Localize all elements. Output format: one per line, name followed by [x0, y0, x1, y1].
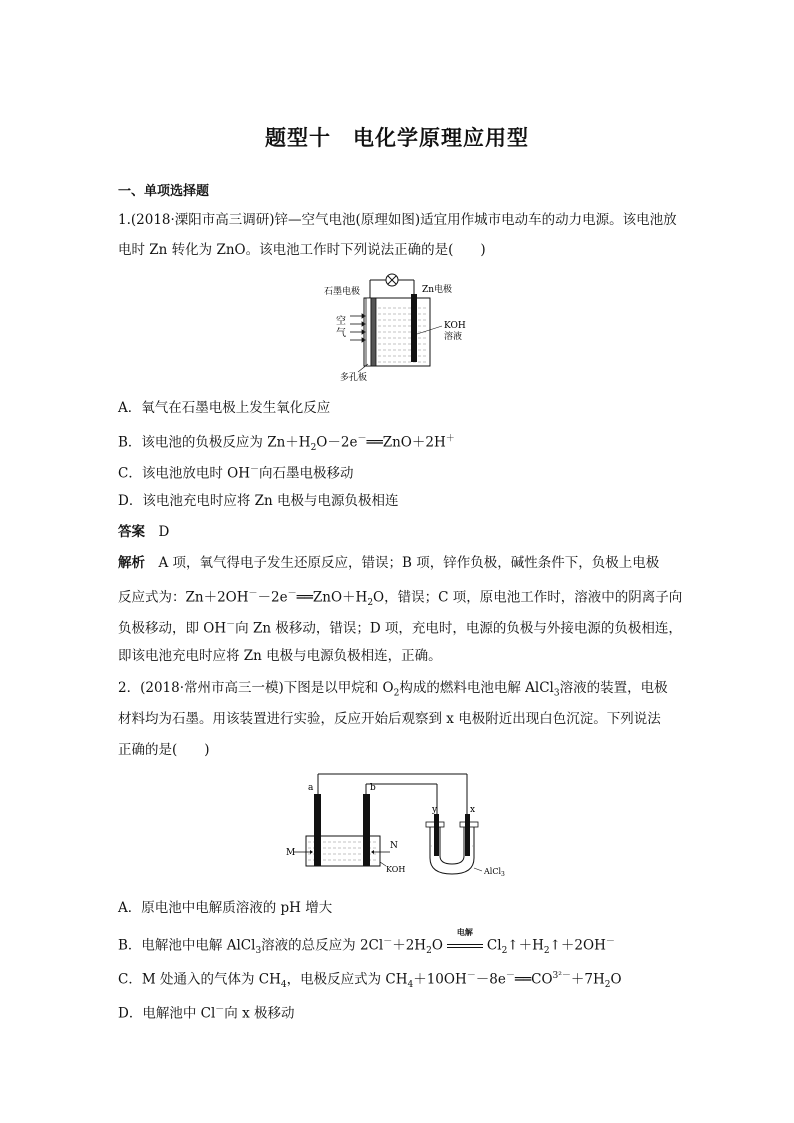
label-koh: KOH — [386, 865, 406, 874]
q2-option-b: B．电解池中电解 AlCl$_3$溶液的总反应为 $2Cl^-+2H_2O$ 电解 $Cl_2↑+H_2↑+2OH^-$ — [118, 926, 615, 957]
page-title: 题型十 电化学原理应用型 — [265, 126, 529, 150]
q1-answer: 答案 D — [118, 524, 170, 540]
q1-analysis-line1: 解析 A 项，氧气得电子发生还原反应，错误；B 项，锌作负极，碱性条件下，负极上电极 — [118, 555, 660, 571]
label-b: b — [370, 783, 376, 793]
q2-stem-line2: 材料均为石墨。用该装置进行实验，反应开始后观察到 x 电极附近出现白色沉淀。下列说法 — [118, 711, 661, 727]
label-n: N — [390, 841, 398, 851]
q2-option-d: D．电解池中 Cl－向 x 极移动 — [118, 1005, 295, 1022]
zinc-air-battery-diagram — [318, 272, 478, 384]
q1-analysis-line2: 反应式为：$Zn+2OH^--2e^-══ZnO+H_2O$，错误；C 项，原电池工作时，溶液中的阴离子向 — [118, 589, 683, 609]
electrode-y — [434, 814, 439, 856]
q2-stem-line3: 正确的是( ) — [118, 742, 210, 758]
zn-label: Zn电极 — [422, 285, 453, 295]
porous-plate — [366, 298, 371, 366]
fuel-cell-electrolysis-diagram — [282, 770, 514, 882]
section-heading: 一、单项选择题 — [118, 184, 210, 199]
label-x: x — [470, 805, 476, 815]
solution-label: 溶液 — [444, 332, 463, 342]
q1-option-b: B．该电池的负极反应为 $Zn+H_2O-2e^-══ZnO+2H^+$ — [118, 434, 455, 454]
koh-label: KOH — [444, 321, 466, 331]
air-label-2: 气 — [336, 328, 346, 339]
zn-electrode — [411, 294, 417, 362]
label-a: a — [308, 783, 314, 793]
graphite-label: 石墨电极 — [324, 287, 361, 297]
electrode-x — [465, 814, 470, 856]
q1-stem-line1: 1.(2018·溧阳市高三调研)锌—空气电池(原理如图)适宜用作城市电动车的动力电源。该电池放 — [118, 212, 677, 228]
q1-option-d: D．该电池充电时应将 Zn 电极与电源负极相连 — [118, 493, 399, 509]
label-y: y — [432, 805, 438, 815]
q1-analysis-line4: 即该电池充电时应将 Zn 电极与电源负极相连，正确。 — [118, 648, 442, 664]
q1-option-a: A．氧气在石墨电极上发生氧化反应 — [118, 400, 331, 416]
q1-stem-line2: 电时 Zn 转化为 ZnO。该电池工作时下列说法正确的是( ) — [118, 242, 486, 258]
porous-plate-label: 多孔板 — [340, 373, 368, 383]
q1-option-c: C．该电池放电时 OH－向石墨电极移动 — [118, 465, 354, 482]
q1-analysis-line3: 负极移动，即 OH－向 Zn 极移动，错误；D 项，充电时，电源的负极与外接电源的负极相连， — [118, 620, 682, 637]
graphite-electrode — [371, 298, 376, 366]
electrode-a — [314, 794, 321, 866]
q2-stem-line1: 2．(2018·常州市高三一模)下图是以甲烷和 $O_2$构成的燃料电池电解 AlCl$_3$溶液的装置，电极 — [118, 680, 668, 699]
label-alcl3: AlCl$_3$ — [484, 867, 505, 878]
label-m: M — [286, 848, 296, 858]
electrode-b — [363, 794, 370, 866]
q2-option-c: C．M 处通入的气体为 $CH_4$，电极反应式为 $CH_4+10OH^--8e^-══CO^{3^2-}+7H_2O$ — [118, 971, 622, 991]
q2-option-a: A．原电池中电解质溶液的 pH 增大 — [118, 900, 333, 916]
air-label-1: 空 — [336, 316, 346, 327]
